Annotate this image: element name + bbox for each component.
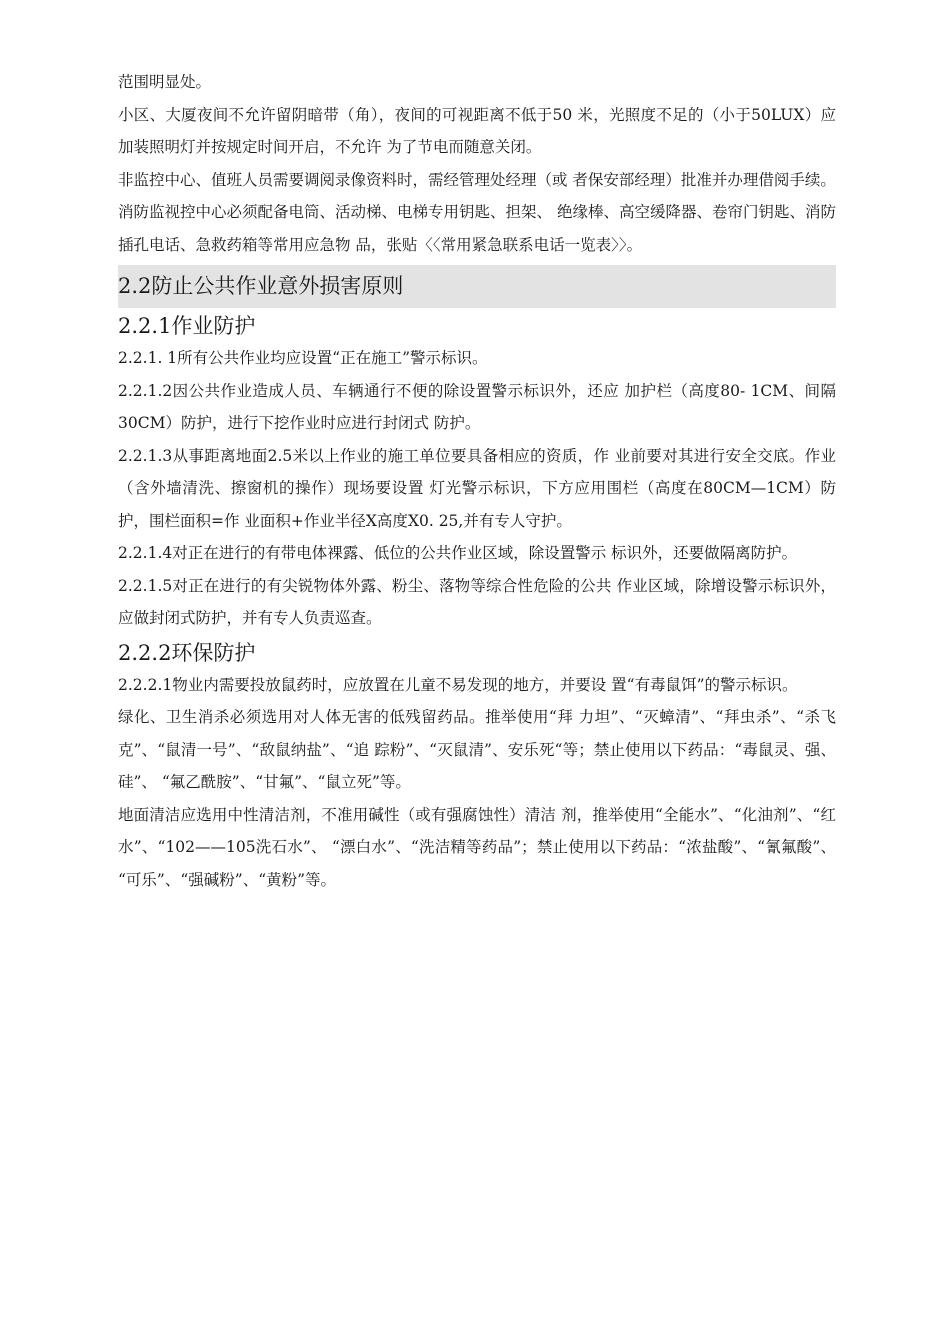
paragraph-night-lighting: 小区、大厦夜间不允许留阴暗带（角），夜间的可视距离不低于50 米，光照度不足的（小于50LUX）应加装照明灯并按规定时间开启，不允许 为了节电而随意关闭。: [118, 105, 836, 156]
section-heading-2-2: 2.2防止公共作业意外损害原则: [118, 265, 836, 308]
paragraph-2-2-1-1: 2.2.1. 1所有公共作业均应设置“正在施工”警示标识。: [118, 349, 488, 367]
paragraph-video-access: 非监控中心、值班人员需要调阅录像资料时，需经管理处经理（或 者保安部经理）批准并办理借阅手续。: [118, 170, 836, 189]
paragraph-2-2-1-2: 2.2.1.2因公共作业造成人员、车辆通行不便的除设置警示标识外，还应 加护栏（高度80- 1CM、间隔30CM）防护，进行下挖作业时应进行封闭式 防护。: [118, 381, 836, 432]
paragraph-greening-pesticides: 绿化、卫生消杀必须选用对人体无害的低残留药品。推举使用“拜 力坦”、“灭蟑清”、“拜虫杀”、“杀飞克”、“鼠清一号”、“敌鼠纳盐”、“追 踪粉”、“灭鼠清”、安乐死“等；禁止使用以下药品：“毒鼠灵、强、硅”、 “氟乙酰胺”、“甘氟”、“鼠立死”等。: [118, 708, 836, 791]
paragraph-scope-end: 范围明显处。: [118, 73, 212, 91]
section-heading-2-2-2: 2.2.2环保防护: [118, 640, 256, 665]
paragraph-2-2-2-1: 2.2.2.1物业内需要投放鼠药时，应放置在儿童不易发现的地方，并要设 置“有毒鼠饵”的警示标识。: [118, 675, 798, 694]
document-page: [118, 66, 836, 896]
paragraph-fire-control-equipment: 消防监视控中心必须配备电筒、活动梯、电梯专用钥匙、担架、 绝缘棒、高空缓降器、卷帘门钥匙、消防插孔电话、急救药箱等常用应急物 品，张贴〈〈常用紧急联系电话一览表〉〉。: [118, 203, 836, 254]
paragraph-floor-cleaning: 地面清洁应选用中性清洁剂，不准用碱性（或有强腐蚀性）清洁 剂，推举使用“全能水”、“化油剂”、“红水”、“102——105洗石水”、 “漂白水”、“洗洁精等药品”；禁止使用以下药品：“浓盐酸”、“氰氟酸”、 “可乐”、“强碱粉”、“黄粉”等。: [118, 805, 836, 889]
section-heading-2-2-1: 2.2.1作业防护: [118, 314, 256, 338]
paragraph-2-2-1-3: 2.2.1.3从事距离地面2.5米以上作业的施工单位要具备相应的资质，作 业前要对其进行安全交底。作业（含外墙清洗、擦窗机的操作）现场要设置 灯光警示标识，下方应用围栏（高度在80CM—1CM）防护，围栏面积=作 业面积+作业半径X高度X0. 25,并有专人守护。: [118, 446, 836, 530]
paragraph-2-2-1-5: 2.2.1.5对正在进行的有尖锐物体外露、粉尘、落物等综合性危险的公共 作业区域，除增设警示标识外，应做封闭式防护，并有专人负责巡查。: [118, 576, 836, 627]
paragraph-2-2-1-4: 2.2.1.4对正在进行的有带电体裸露、低位的公共作业区域，除设置警示 标识外，还要做隔离防护。: [118, 544, 798, 562]
